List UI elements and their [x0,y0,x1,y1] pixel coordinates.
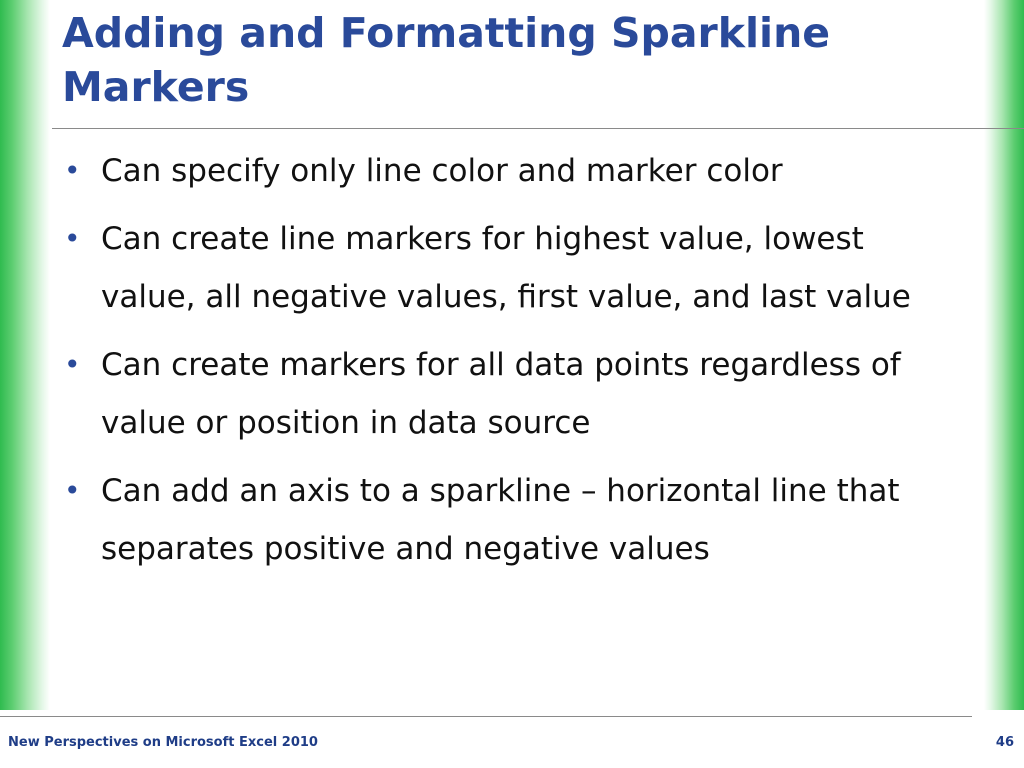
bullet-icon: • [64,348,81,381]
bullet-icon: • [64,222,81,255]
bullet-item-3 [64,336,964,452]
footer-divider [0,716,972,717]
right-green-accent-bar [984,0,1024,710]
bullet-text-2: Can create line markers for highest value, lowest value, all negative values, first value, and last value [101,221,911,315]
title-divider [52,128,1024,129]
bullet-text-1: Can specify only line color and marker color [101,153,783,189]
left-green-accent-bar [0,0,50,710]
footer-source-text: New Perspectives on Microsoft Excel 2010 [8,735,318,750]
page-number: 46 [995,735,1014,750]
bullet-item-4 [64,462,964,578]
bullet-list [64,142,964,588]
bullet-icon: • [64,154,81,187]
bullet-text-3: Can create markers for all data points regardless of value or position in data source [101,347,901,441]
bullet-text-4: Can add an axis to a sparkline – horizontal line that separates positive and negative values [101,473,900,567]
bullet-item-2 [64,210,964,326]
slide-title: Adding and Formatting Sparkline Markers [62,9,831,111]
bullet-item-1 [64,142,964,200]
bullet-icon: • [64,474,81,507]
